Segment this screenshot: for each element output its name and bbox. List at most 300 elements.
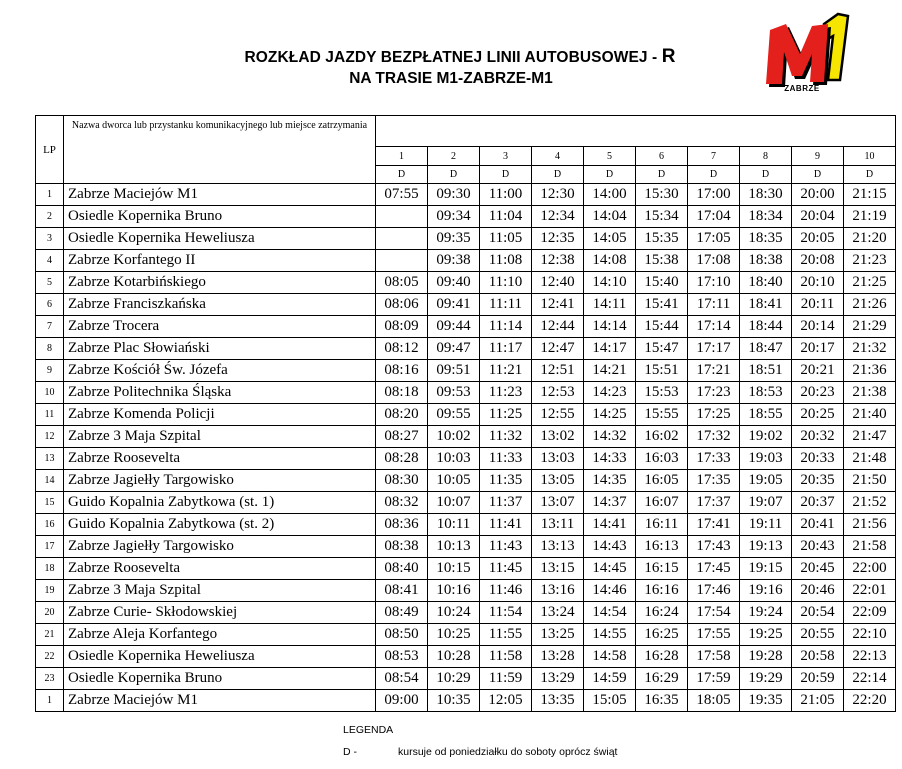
table-row xyxy=(36,294,896,316)
departure-time: 15:05 xyxy=(584,690,636,712)
departure-time: 08:18 xyxy=(376,382,428,404)
row-number: 17 xyxy=(36,536,64,558)
departure-time: 16:03 xyxy=(636,448,688,470)
departure-time: 12:53 xyxy=(532,382,584,404)
departure-time: 20:33 xyxy=(792,448,844,470)
departure-time: 14:32 xyxy=(584,426,636,448)
table-row xyxy=(36,250,896,272)
departure-time: 19:07 xyxy=(740,492,792,514)
departure-time: 09:34 xyxy=(428,206,480,228)
table-row xyxy=(36,580,896,602)
departure-time: 07:55 xyxy=(376,184,428,206)
departure-time: 13:13 xyxy=(532,536,584,558)
departure-time: 14:45 xyxy=(584,558,636,580)
course-number: 7 xyxy=(688,147,740,166)
departure-time xyxy=(376,228,428,250)
departure-time: 20:14 xyxy=(792,316,844,338)
table-row xyxy=(36,448,896,470)
departure-time: 19:05 xyxy=(740,470,792,492)
row-number: 15 xyxy=(36,492,64,514)
row-number: 10 xyxy=(36,382,64,404)
course-number: 5 xyxy=(584,147,636,166)
table-row xyxy=(36,536,896,558)
departure-time: 21:52 xyxy=(844,492,896,514)
departure-time: 14:58 xyxy=(584,646,636,668)
departure-time: 09:47 xyxy=(428,338,480,360)
departure-time: 19:24 xyxy=(740,602,792,624)
departure-time: 21:29 xyxy=(844,316,896,338)
course-day: D xyxy=(480,166,532,184)
departure-time: 14:33 xyxy=(584,448,636,470)
departure-time: 21:48 xyxy=(844,448,896,470)
departure-time: 17:21 xyxy=(688,360,740,382)
stop-name: Zabrze Roosevelta xyxy=(64,558,376,580)
stop-name: Zabrze Kotarbińskiego xyxy=(64,272,376,294)
departure-time: 08:20 xyxy=(376,404,428,426)
stop-name: Osiedle Kopernika Bruno xyxy=(64,668,376,690)
departure-time: 22:01 xyxy=(844,580,896,602)
departure-time: 10:15 xyxy=(428,558,480,580)
departure-time: 08:16 xyxy=(376,360,428,382)
departure-time: 13:15 xyxy=(532,558,584,580)
departure-time: 10:29 xyxy=(428,668,480,690)
departure-time: 14:35 xyxy=(584,470,636,492)
table-row xyxy=(36,558,896,580)
stop-name: Osiedle Kopernika Heweliusza xyxy=(64,646,376,668)
departure-time: 11:32 xyxy=(480,426,532,448)
departure-time: 20:59 xyxy=(792,668,844,690)
stop-name: Osiedle Kopernika Heweliusza xyxy=(64,228,376,250)
course-day: D xyxy=(584,166,636,184)
departure-time: 17:59 xyxy=(688,668,740,690)
stop-name: Osiedle Kopernika Bruno xyxy=(64,206,376,228)
departure-time: 17:41 xyxy=(688,514,740,536)
row-number: 14 xyxy=(36,470,64,492)
departure-time: 20:08 xyxy=(792,250,844,272)
departure-time: 19:03 xyxy=(740,448,792,470)
departure-time: 16:07 xyxy=(636,492,688,514)
table-row xyxy=(36,338,896,360)
departure-time: 12:40 xyxy=(532,272,584,294)
departure-time: 18:44 xyxy=(740,316,792,338)
departure-time: 08:09 xyxy=(376,316,428,338)
departure-time: 18:34 xyxy=(740,206,792,228)
departure-time: 21:38 xyxy=(844,382,896,404)
stop-name: Zabrze 3 Maja Szpital xyxy=(64,426,376,448)
stop-name: Zabrze Aleja Korfantego xyxy=(64,624,376,646)
departure-time: 11:35 xyxy=(480,470,532,492)
course-day: D xyxy=(428,166,480,184)
course-day: D xyxy=(636,166,688,184)
departure-time: 08:32 xyxy=(376,492,428,514)
departure-time: 21:36 xyxy=(844,360,896,382)
departure-time: 21:23 xyxy=(844,250,896,272)
departure-time: 20:35 xyxy=(792,470,844,492)
departure-time: 17:17 xyxy=(688,338,740,360)
row-number: 16 xyxy=(36,514,64,536)
departure-time: 17:11 xyxy=(688,294,740,316)
departure-time: 11:58 xyxy=(480,646,532,668)
departure-time: 14:04 xyxy=(584,206,636,228)
departure-time: 12:55 xyxy=(532,404,584,426)
departure-time: 10:35 xyxy=(428,690,480,712)
departure-time: 15:53 xyxy=(636,382,688,404)
departure-time: 17:54 xyxy=(688,602,740,624)
departure-time: 17:10 xyxy=(688,272,740,294)
course-header-blank xyxy=(376,116,896,147)
departure-time: 15:38 xyxy=(636,250,688,272)
departure-time: 13:11 xyxy=(532,514,584,536)
departure-time: 19:15 xyxy=(740,558,792,580)
departure-time: 15:51 xyxy=(636,360,688,382)
departure-time: 21:47 xyxy=(844,426,896,448)
table-row xyxy=(36,514,896,536)
departure-time: 16:05 xyxy=(636,470,688,492)
departure-time: 09:38 xyxy=(428,250,480,272)
departure-time: 18:47 xyxy=(740,338,792,360)
departure-time: 20:10 xyxy=(792,272,844,294)
departure-time: 15:30 xyxy=(636,184,688,206)
departure-time: 09:44 xyxy=(428,316,480,338)
departure-time: 20:37 xyxy=(792,492,844,514)
departure-time: 09:40 xyxy=(428,272,480,294)
table-row xyxy=(36,382,896,404)
departure-time: 17:04 xyxy=(688,206,740,228)
departure-time: 14:25 xyxy=(584,404,636,426)
departure-time: 20:46 xyxy=(792,580,844,602)
departure-time: 17:35 xyxy=(688,470,740,492)
departure-time: 22:09 xyxy=(844,602,896,624)
departure-time: 22:00 xyxy=(844,558,896,580)
departure-time: 11:04 xyxy=(480,206,532,228)
departure-time: 16:35 xyxy=(636,690,688,712)
departure-time: 14:11 xyxy=(584,294,636,316)
departure-time: 12:44 xyxy=(532,316,584,338)
departure-time: 11:43 xyxy=(480,536,532,558)
row-number: 23 xyxy=(36,668,64,690)
departure-time: 17:14 xyxy=(688,316,740,338)
departure-time: 10:24 xyxy=(428,602,480,624)
departure-time: 13:02 xyxy=(532,426,584,448)
departure-time: 11:37 xyxy=(480,492,532,514)
stop-name: Zabrze Jagiełły Targowisko xyxy=(64,470,376,492)
legend-key: D - xyxy=(343,746,357,758)
departure-time: 19:35 xyxy=(740,690,792,712)
departure-time: 19:28 xyxy=(740,646,792,668)
departure-time: 21:20 xyxy=(844,228,896,250)
departure-time: 18:53 xyxy=(740,382,792,404)
stop-name: Zabrze Korfantego II xyxy=(64,250,376,272)
departure-time: 13:16 xyxy=(532,580,584,602)
course-number: 10 xyxy=(844,147,896,166)
logo-subtext: ZABRZE xyxy=(784,84,820,93)
row-number: 18 xyxy=(36,558,64,580)
departure-time: 11:14 xyxy=(480,316,532,338)
departure-time: 09:00 xyxy=(376,690,428,712)
departure-time: 22:13 xyxy=(844,646,896,668)
departure-time: 21:25 xyxy=(844,272,896,294)
course-day: D xyxy=(532,166,584,184)
table-row xyxy=(36,184,896,206)
departure-time: 22:14 xyxy=(844,668,896,690)
departure-time: 22:10 xyxy=(844,624,896,646)
course-day: D xyxy=(792,166,844,184)
departure-time: 10:02 xyxy=(428,426,480,448)
departure-time: 19:25 xyxy=(740,624,792,646)
table-row xyxy=(36,470,896,492)
departure-time: 20:05 xyxy=(792,228,844,250)
departure-time: 09:55 xyxy=(428,404,480,426)
departure-time: 20:55 xyxy=(792,624,844,646)
departure-time: 11:54 xyxy=(480,602,532,624)
course-number: 4 xyxy=(532,147,584,166)
departure-time: 17:23 xyxy=(688,382,740,404)
departure-time: 08:41 xyxy=(376,580,428,602)
departure-time: 21:56 xyxy=(844,514,896,536)
departure-time: 21:58 xyxy=(844,536,896,558)
course-day: D xyxy=(740,166,792,184)
departure-time: 14:08 xyxy=(584,250,636,272)
departure-time: 12:34 xyxy=(532,206,584,228)
table-row xyxy=(36,206,896,228)
course-number: 6 xyxy=(636,147,688,166)
departure-time: 20:43 xyxy=(792,536,844,558)
row-number: 3 xyxy=(36,228,64,250)
departure-time: 14:05 xyxy=(584,228,636,250)
departure-time: 16:02 xyxy=(636,426,688,448)
departure-time: 20:00 xyxy=(792,184,844,206)
departure-time: 08:40 xyxy=(376,558,428,580)
table-row xyxy=(36,316,896,338)
departure-time: 17:08 xyxy=(688,250,740,272)
departure-time: 08:49 xyxy=(376,602,428,624)
departure-time: 08:30 xyxy=(376,470,428,492)
lp-header: LP xyxy=(36,116,64,184)
departure-time: 09:41 xyxy=(428,294,480,316)
departure-time: 12:30 xyxy=(532,184,584,206)
departure-time: 17:46 xyxy=(688,580,740,602)
departure-time: 08:38 xyxy=(376,536,428,558)
departure-time: 14:54 xyxy=(584,602,636,624)
stop-name: Zabrze Jagiełły Targowisko xyxy=(64,536,376,558)
row-number: 7 xyxy=(36,316,64,338)
departure-time: 12:51 xyxy=(532,360,584,382)
departure-time: 11:59 xyxy=(480,668,532,690)
departure-time: 17:37 xyxy=(688,492,740,514)
course-day: D xyxy=(844,166,896,184)
departure-time: 16:29 xyxy=(636,668,688,690)
departure-time: 08:54 xyxy=(376,668,428,690)
departure-time: 12:47 xyxy=(532,338,584,360)
departure-time: 11:55 xyxy=(480,624,532,646)
table-row xyxy=(36,360,896,382)
departure-time: 10:16 xyxy=(428,580,480,602)
departure-time: 20:54 xyxy=(792,602,844,624)
table-row xyxy=(36,272,896,294)
departure-time: 14:46 xyxy=(584,580,636,602)
departure-time: 21:40 xyxy=(844,404,896,426)
row-number: 21 xyxy=(36,624,64,646)
stop-name: Zabrze Kościół Św. Józefa xyxy=(64,360,376,382)
row-number: 22 xyxy=(36,646,64,668)
table-row xyxy=(36,668,896,690)
departure-time: 18:40 xyxy=(740,272,792,294)
departure-time: 15:40 xyxy=(636,272,688,294)
departure-time: 11:05 xyxy=(480,228,532,250)
row-number: 1 xyxy=(36,184,64,206)
departure-time: 14:43 xyxy=(584,536,636,558)
departure-time: 20:11 xyxy=(792,294,844,316)
departure-time: 17:58 xyxy=(688,646,740,668)
departure-time: 16:28 xyxy=(636,646,688,668)
departure-time: 14:00 xyxy=(584,184,636,206)
departure-time: 11:41 xyxy=(480,514,532,536)
departure-time: 14:37 xyxy=(584,492,636,514)
departure-time: 08:27 xyxy=(376,426,428,448)
departure-time: 19:11 xyxy=(740,514,792,536)
departure-time: 15:34 xyxy=(636,206,688,228)
row-number: 20 xyxy=(36,602,64,624)
departure-time: 20:25 xyxy=(792,404,844,426)
departure-time: 21:19 xyxy=(844,206,896,228)
departure-time: 13:29 xyxy=(532,668,584,690)
departure-time: 17:45 xyxy=(688,558,740,580)
departure-time: 12:35 xyxy=(532,228,584,250)
table-row xyxy=(36,404,896,426)
departure-time: 08:06 xyxy=(376,294,428,316)
departure-time: 20:58 xyxy=(792,646,844,668)
departure-time: 20:23 xyxy=(792,382,844,404)
departure-time: 17:05 xyxy=(688,228,740,250)
departure-time: 21:32 xyxy=(844,338,896,360)
departure-time: 18:38 xyxy=(740,250,792,272)
departure-time: 13:28 xyxy=(532,646,584,668)
departure-time: 16:24 xyxy=(636,602,688,624)
departure-time: 18:41 xyxy=(740,294,792,316)
departure-time: 20:17 xyxy=(792,338,844,360)
departure-time: 11:21 xyxy=(480,360,532,382)
table-row xyxy=(36,646,896,668)
row-number: 19 xyxy=(36,580,64,602)
course-number: 9 xyxy=(792,147,844,166)
stop-name: Zabrze Franciszkańska xyxy=(64,294,376,316)
departure-time: 08:12 xyxy=(376,338,428,360)
stop-name: Guido Kopalnia Zabytkowa (st. 1) xyxy=(64,492,376,514)
course-number: 2 xyxy=(428,147,480,166)
departure-time: 15:44 xyxy=(636,316,688,338)
page-subtitle: NA TRASIE M1-ZABRZE-M1 xyxy=(349,70,553,87)
departure-time: 16:13 xyxy=(636,536,688,558)
departure-time: 11:25 xyxy=(480,404,532,426)
departure-time: 13:25 xyxy=(532,624,584,646)
stop-name: Zabrze Trocera xyxy=(64,316,376,338)
row-number: 4 xyxy=(36,250,64,272)
stop-name: Zabrze Curie- Skłodowskiej xyxy=(64,602,376,624)
stop-name: Zabrze 3 Maja Szpital xyxy=(64,580,376,602)
course-day: D xyxy=(688,166,740,184)
stop-name: Zabrze Plac Słowiański xyxy=(64,338,376,360)
course-day: D xyxy=(376,166,428,184)
departure-time: 15:35 xyxy=(636,228,688,250)
departure-time: 09:51 xyxy=(428,360,480,382)
departure-time: 17:25 xyxy=(688,404,740,426)
departure-time: 08:05 xyxy=(376,272,428,294)
departure-time: 19:13 xyxy=(740,536,792,558)
departure-time: 21:26 xyxy=(844,294,896,316)
departure-time: 16:25 xyxy=(636,624,688,646)
departure-time: 10:05 xyxy=(428,470,480,492)
departure-time: 08:36 xyxy=(376,514,428,536)
departure-time: 13:35 xyxy=(532,690,584,712)
departure-time: 17:55 xyxy=(688,624,740,646)
departure-time: 18:05 xyxy=(688,690,740,712)
departure-time: 16:15 xyxy=(636,558,688,580)
departure-time: 14:17 xyxy=(584,338,636,360)
row-number: 11 xyxy=(36,404,64,426)
departure-time: 11:11 xyxy=(480,294,532,316)
row-number: 13 xyxy=(36,448,64,470)
table-row xyxy=(36,492,896,514)
stop-name: Guido Kopalnia Zabytkowa (st. 2) xyxy=(64,514,376,536)
departure-time: 13:07 xyxy=(532,492,584,514)
departure-time: 10:28 xyxy=(428,646,480,668)
departure-time: 11:17 xyxy=(480,338,532,360)
departure-time: 14:14 xyxy=(584,316,636,338)
departure-time: 11:46 xyxy=(480,580,532,602)
departure-time: 12:38 xyxy=(532,250,584,272)
stop-name: Zabrze Komenda Policji xyxy=(64,404,376,426)
table-row xyxy=(36,690,896,712)
departure-time: 21:05 xyxy=(792,690,844,712)
row-number: 6 xyxy=(36,294,64,316)
departure-time: 20:21 xyxy=(792,360,844,382)
table-row xyxy=(36,602,896,624)
departure-time: 08:53 xyxy=(376,646,428,668)
departure-time: 14:21 xyxy=(584,360,636,382)
course-number: 1 xyxy=(376,147,428,166)
course-number: 3 xyxy=(480,147,532,166)
departure-time: 20:04 xyxy=(792,206,844,228)
departure-time: 15:41 xyxy=(636,294,688,316)
departure-time: 10:13 xyxy=(428,536,480,558)
departure-time: 11:00 xyxy=(480,184,532,206)
departure-time: 20:41 xyxy=(792,514,844,536)
departure-time: 10:03 xyxy=(428,448,480,470)
departure-time: 20:45 xyxy=(792,558,844,580)
departure-time: 17:00 xyxy=(688,184,740,206)
departure-time: 15:47 xyxy=(636,338,688,360)
departure-time: 11:45 xyxy=(480,558,532,580)
row-number: 9 xyxy=(36,360,64,382)
departure-time: 17:32 xyxy=(688,426,740,448)
stop-name: Zabrze Maciejów M1 xyxy=(64,184,376,206)
legend-description: kursuje od poniedziałku do soboty oprócz świąt xyxy=(398,746,618,758)
departure-time: 13:24 xyxy=(532,602,584,624)
departure-time: 11:08 xyxy=(480,250,532,272)
departure-time: 09:53 xyxy=(428,382,480,404)
departure-time: 18:51 xyxy=(740,360,792,382)
table-row xyxy=(36,426,896,448)
departure-time: 19:16 xyxy=(740,580,792,602)
departure-time: 08:50 xyxy=(376,624,428,646)
departure-time: 11:33 xyxy=(480,448,532,470)
departure-time: 19:29 xyxy=(740,668,792,690)
departure-time: 19:02 xyxy=(740,426,792,448)
row-number: 2 xyxy=(36,206,64,228)
departure-time: 11:23 xyxy=(480,382,532,404)
departure-time: 18:55 xyxy=(740,404,792,426)
departure-time: 11:10 xyxy=(480,272,532,294)
